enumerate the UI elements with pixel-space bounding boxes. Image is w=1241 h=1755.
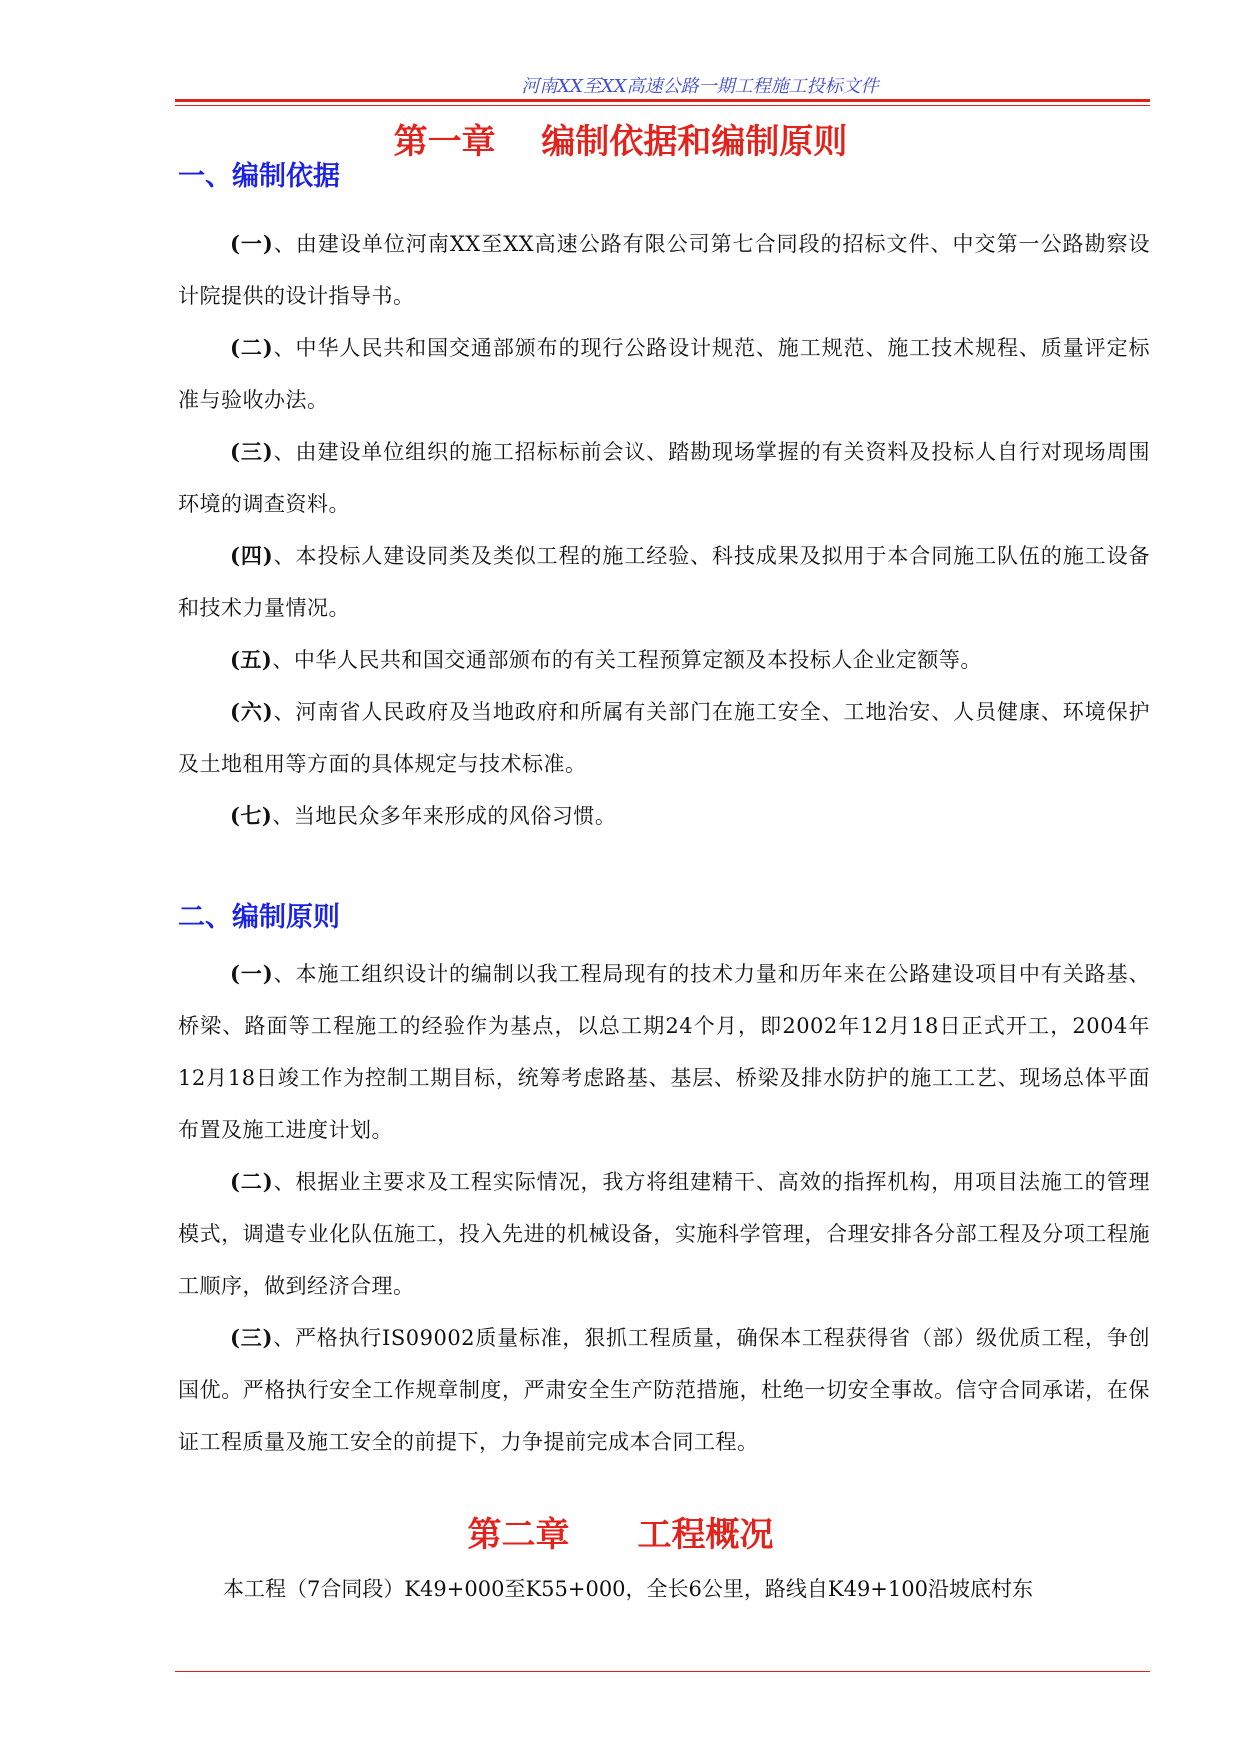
header-rule: [175, 99, 1150, 102]
item-number: (三): [230, 1325, 273, 1350]
item-text: 、由建设单位河南XX至XX高速公路有限公司第七合同段的招标文件、中交第一公路勘察设计院提供的设计指导书。: [178, 232, 1150, 308]
section-2-heading: 二、编制原则: [178, 902, 340, 933]
project-overview-intro: 本工程（7合同段）K49+000至K55+000，全长6公里，路线自K49+100沿坡底村东: [223, 1577, 1033, 1601]
item-text: 、本施工组织设计的编制以我工程局现有的技术力量和历年来在公路建设项目中有关路基、桥梁、路面等工程施工的经验作为基点，以总工期24个月，即2002年12月18日正式开工，2004年12月18日竣工作为控制工期目标，统筹考虑路基、基层、桥梁及排水防护的施工工艺、现场总体平面布置及施工进度计划。: [178, 962, 1151, 1142]
item-text: 、严格执行IS09002质量标准，狠抓工程质量，确保本工程获得省（部）级优质工程，争创国优。严格执行安全工作规章制度，严肃安全生产防范措施，杜绝一切安全事故。信守合同承诺，在保证工程质量及施工安全的前提下，力争提前完成本合同工程。: [178, 1326, 1150, 1454]
item-number: (五): [230, 647, 273, 672]
basis-item-7: [178, 790, 1150, 842]
item-number: (二): [230, 1169, 274, 1194]
item-text: 、河南省人民政府及当地政府和所属有关部门在施工安全、工地治安、人员健康、环境保护及土地租用等方面的具体规定与技术标准。: [178, 700, 1151, 776]
section-1-heading: 一、编制依据: [178, 161, 340, 192]
principle-item-3: [178, 1312, 1150, 1468]
chapter-2-title: 第二章 工程概况: [467, 1515, 774, 1555]
item-number: (四): [230, 543, 274, 568]
basis-item-1: [178, 218, 1150, 322]
item-number: (六): [230, 699, 274, 724]
basis-item-5: [178, 634, 1150, 686]
item-text: 、由建设单位组织的施工招标标前会议、踏勘现场掌握的有关资料及投标人自行对现场周围环境的调查资料。: [178, 440, 1151, 516]
basis-item-2: [178, 322, 1150, 426]
running-header: 河南XX至XX高速公路一期工程施工投标文件: [521, 76, 879, 97]
item-number: (一): [230, 961, 274, 986]
item-number: (三): [230, 439, 274, 464]
item-text: 、中华人民共和国交通部颁布的现行公路设计规范、施工规范、施工技术规程、质量评定标准与验收办法。: [178, 336, 1151, 412]
basis-item-4: [178, 530, 1150, 634]
footer-rule: [175, 1671, 1150, 1672]
principle-item-1: [178, 948, 1150, 1156]
item-text: 、本投标人建设同类及类似工程的施工经验、科技成果及拟用于本合同施工队伍的施工设备和技术力量情况。: [178, 544, 1151, 620]
chapter-1-title: 第一章 编制依据和编制原则: [393, 122, 848, 162]
item-number: (一): [230, 231, 274, 256]
basis-item-3: [178, 426, 1150, 530]
header-rule-thin: [175, 105, 1150, 106]
item-number: (七): [230, 803, 273, 828]
item-number: (二): [230, 335, 274, 360]
item-text: 、当地民众多年来形成的风俗习惯。: [272, 804, 617, 828]
principle-item-2: [178, 1156, 1150, 1312]
item-text: 、根据业主要求及工程实际情况，我方将组建精干、高效的指挥机构，用项目法施工的管理模式，调遣专业化队伍施工，投入先进的机械设备，实施科学管理，合理安排各分部工程及分项工程施工顺序，做到经济合理。: [178, 1170, 1151, 1298]
item-text: 、中华人民共和国交通部颁布的有关工程预算定额及本投标人企业定额等。: [272, 648, 982, 672]
basis-item-6: [178, 686, 1150, 790]
